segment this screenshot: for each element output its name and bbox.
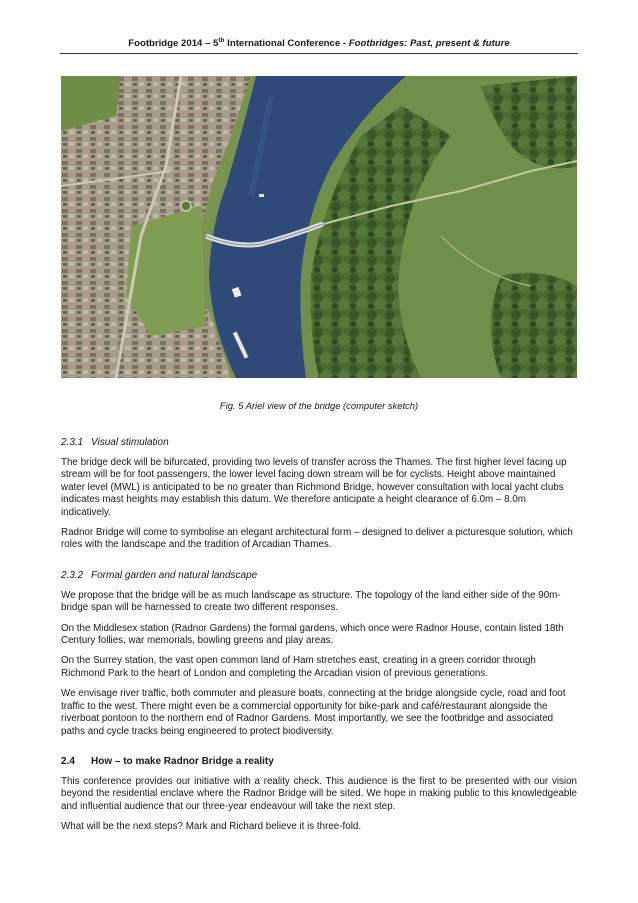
boat (259, 194, 264, 197)
running-header (60, 37, 578, 49)
section-heading-2-3-2 (61, 569, 577, 582)
header-rule (60, 53, 578, 54)
aerial-view-image (61, 76, 577, 378)
header-text-middle: International Conference - (224, 38, 349, 50)
paragraph: What will be the next steps? Mark and Richard believe it is three-fold. (61, 821, 362, 833)
aerial-view-figure (61, 76, 577, 378)
header-subtitle: Footbridges: Past, present & future (348, 38, 510, 50)
section-title: Visual stimulation (91, 437, 169, 448)
figure-caption: Fig. 5 Ariel view of the bridge (computer sketch) (219, 400, 419, 411)
paragraph: We propose that the bridge will be as much landscape as structure. The topology of the land either side of the 90m-bridge span will be harnessed to create two different responses. (61, 589, 561, 614)
header-text: Footbridge 2014 – 5 (128, 38, 219, 50)
paragraph: This conference provides our initiative with a reality check. This audience is the first to be presented with our vision beyond the residential enclave where the Radnor Bridge will be sited. We hope in making public to this knowledgeable and influential audience that our three-year endeavour will take the next step. (61, 775, 577, 812)
section-number: 2.3.1 (61, 437, 84, 448)
paragraph: The bridge deck will be bifurcated, providing two levels of transfer across the Thames. The first higher level facing up stream will be for foot passengers, the lower level facing down stream will be for cyclists. Height above maintained water level (MWL) is anticipated to be no greater than Richmond Bridge, however consultation with local yacht clubs indicates mast heights may establish this datum. We therefore anticipate a height clearance of 6.0m – 8.0m indicatively. (61, 457, 567, 518)
section-title: How – to make Radnor Bridge a reality (91, 755, 274, 767)
section-heading-2-4 (61, 755, 577, 768)
section-title: Formal garden and natural landscape (91, 569, 258, 581)
document-body (61, 436, 577, 842)
header-superscript: th (218, 37, 225, 44)
paragraph: On the Surrey station, the vast open common land of Ham stretches east, creating in a green corridor through Richmond Park to the heart of London and completing the Arcadian vision of previous generations. (61, 655, 536, 679)
section-heading-2-3-1 (61, 436, 577, 449)
paragraph: We envisage river traffic, both commuter and pleasure boats, connecting at the bridge alongside cycle, road and foot traffic to the west. There might even be a commercial opportunity for bike-park and café/restaurant alongside the riverboat pontoon to the northern end of Radnor Gardens. Most importantly, we see the footbridge and associated paths and cycle tracks being engineered to protect biodiversity. (61, 688, 566, 737)
paragraph: Radnor Bridge will come to symbolise an elegant architectural form – designed to deliver a picturesque solution, which roles with the landscape and the tradition of Arcadian Thames. (61, 527, 573, 551)
section-number: 2.3.2 (61, 569, 84, 581)
section-number: 2.4 (61, 755, 75, 767)
paragraph: On the Middlesex station (Radnor Gardens) the formal gardens, which once were Radnor House, contain listed 18th Century follies, war memorials, bowling greens and play areas. (61, 622, 564, 647)
